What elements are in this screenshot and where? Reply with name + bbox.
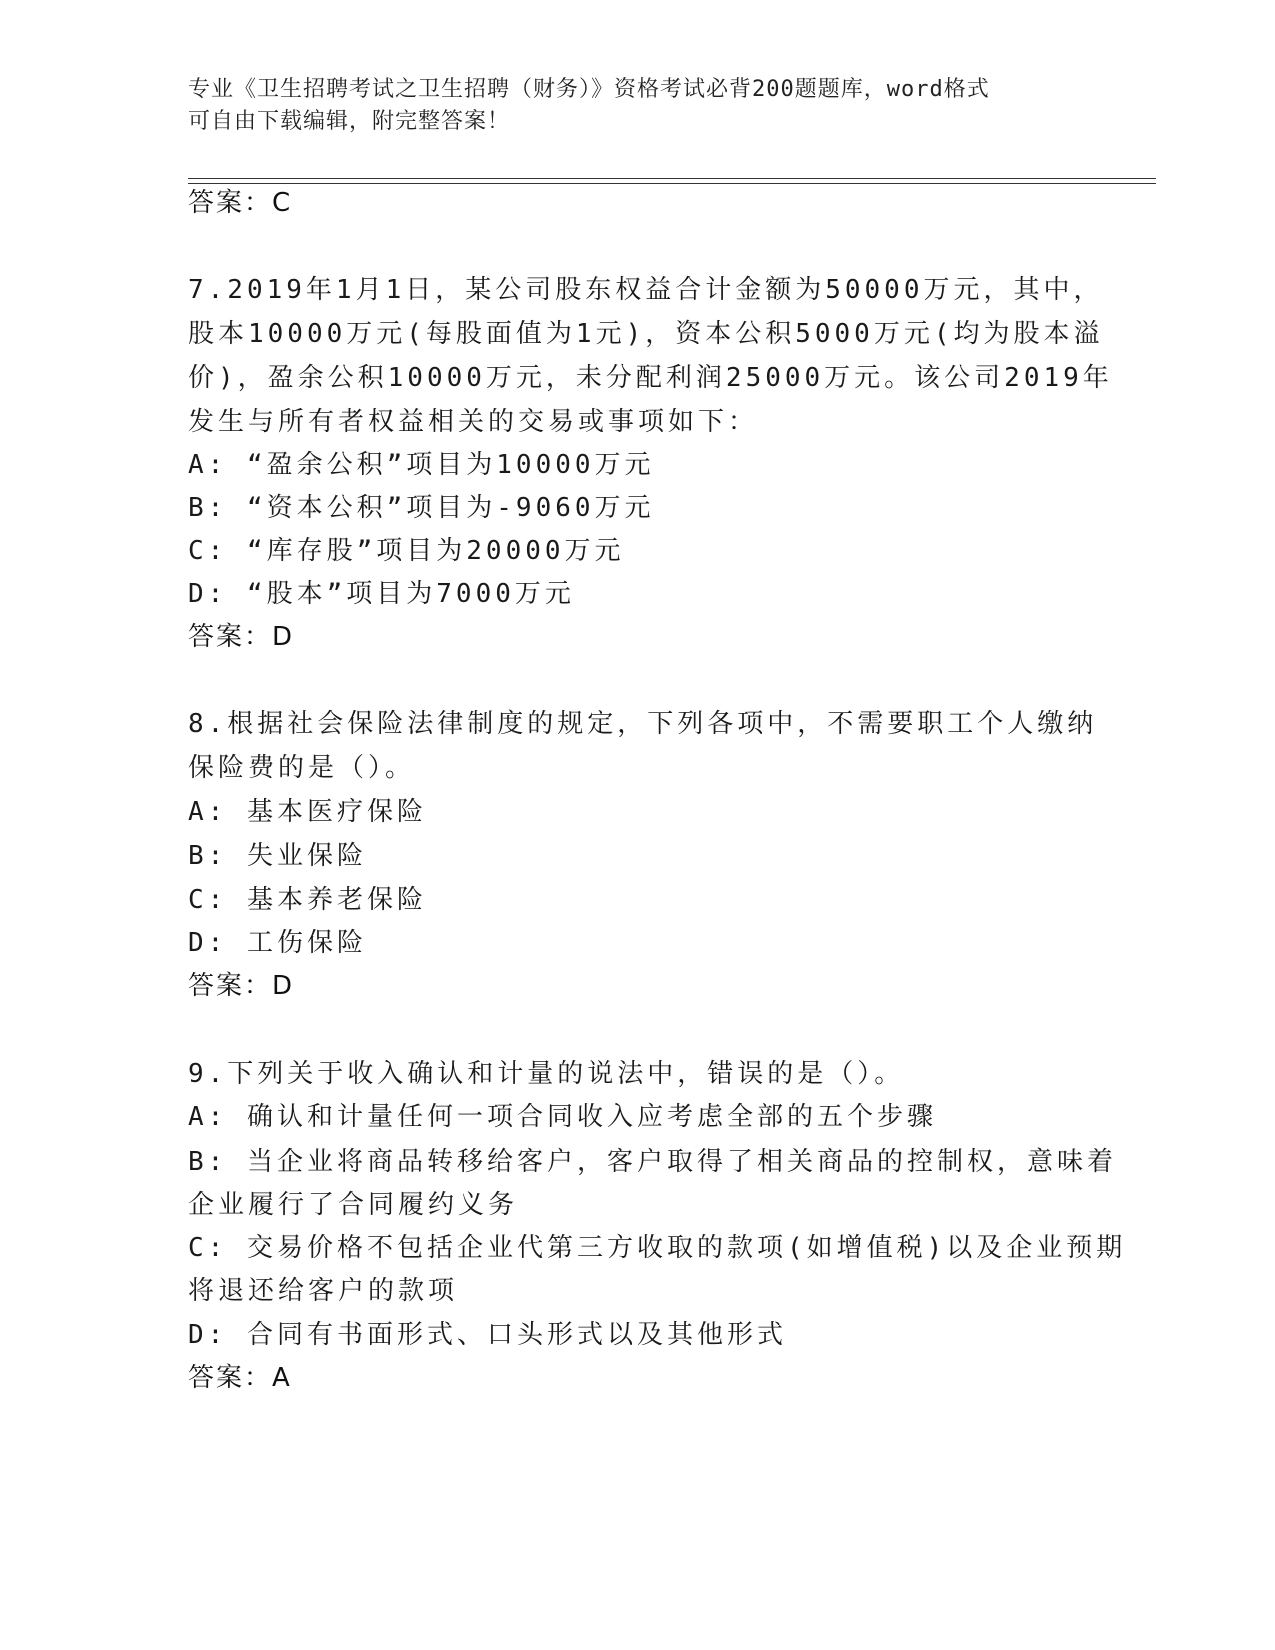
q8-answer: 答案：D xyxy=(188,971,295,1001)
header-rule-bottom xyxy=(188,183,1156,184)
header-rule-top xyxy=(188,178,1156,179)
q8-stem-line-2: 保险费的是（）。 xyxy=(188,753,416,783)
q9-option-c-line-1: C: 交易价格不包括企业代第三方收取的款项(如增值税)以及企业预期 xyxy=(188,1233,1127,1263)
q7-stem-line-2: 股本10000万元(每股面值为1元)，资本公积5000万元(均为股本溢 xyxy=(188,319,1104,349)
q9-option-a: A: 确认和计量任何一项合同收入应考虑全部的五个步骤 xyxy=(188,1102,937,1132)
q7-stem-line-1: 7.2019年1月1日，某公司股东权益合计金额为50000万元，其中， xyxy=(188,275,1104,305)
q7-stem-line-3: 价)，盈余公积10000万元，未分配利润25000万元。该公司2019年 xyxy=(188,363,1113,393)
q8-stem-line-1: 8.根据社会保险法律制度的规定，下列各项中，不需要职工个人缴纳 xyxy=(188,709,1098,739)
q8-option-b: B: 失业保险 xyxy=(188,841,367,871)
q9-stem-line-1: 9.下列关于收入确认和计量的说法中，错误的是（）。 xyxy=(188,1059,905,1089)
q8-option-c: C: 基本养老保险 xyxy=(188,885,427,915)
q7-stem-line-4: 发生与所有者权益相关的交易或事项如下： xyxy=(188,407,759,437)
q9-option-c-line-2: 将退还给客户的款项 xyxy=(188,1276,459,1306)
q7-answer: 答案：D xyxy=(188,622,295,652)
q8-option-d: D: 工伤保险 xyxy=(188,928,367,958)
q7-option-b: B: “资本公积”项目为-9060万元 xyxy=(188,493,655,523)
q9-answer: 答案：A xyxy=(188,1363,292,1393)
q9-option-b-line-1: B: 当企业将商品转移给客户，客户取得了相关商品的控制权，意味着 xyxy=(188,1147,1117,1177)
q7-option-c: C: “库存股”项目为20000万元 xyxy=(188,536,625,566)
header-line-1: 专业《卫生招聘考试之卫生招聘（财务）》资格考试必背200题题库，word格式 xyxy=(188,77,990,102)
q9-option-b-line-2: 企业履行了合同履约义务 xyxy=(188,1190,519,1220)
document-header xyxy=(188,74,1068,138)
q7-option-a: A: “盈余公积”项目为10000万元 xyxy=(188,450,655,480)
q9-option-d: D: 合同有书面形式、口头形式以及其他形式 xyxy=(188,1320,787,1350)
previous-answer: 答案：C xyxy=(188,188,293,218)
header-line-2: 可自由下载编辑，附完整答案！ xyxy=(188,109,511,134)
q8-option-a: A: 基本医疗保险 xyxy=(188,797,427,827)
q7-option-d: D: “股本”项目为7000万元 xyxy=(188,579,575,609)
